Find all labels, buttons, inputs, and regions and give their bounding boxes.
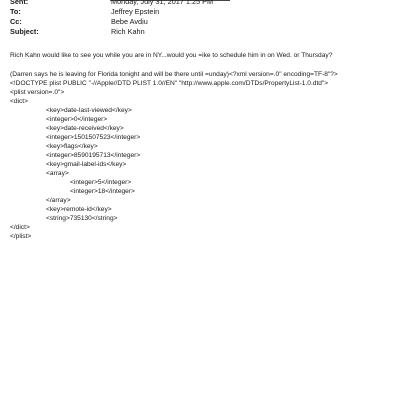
key-flags: <key>flags</key> bbox=[46, 143, 98, 150]
key-remote-id: <key>remote-id</key> bbox=[46, 206, 112, 213]
subject-label: Subject: bbox=[10, 27, 39, 36]
integer-line-3: <integer>8590195713</integer> bbox=[46, 152, 141, 159]
to-label: To: bbox=[10, 7, 21, 16]
integer-line-1: <integer>0</integer> bbox=[46, 116, 108, 123]
subject-row bbox=[10, 27, 380, 37]
cc-label: Cc: bbox=[10, 17, 22, 26]
to-value: Jeffrey Epstein bbox=[111, 7, 160, 16]
sent-row bbox=[10, 0, 380, 7]
plist-open-line: <plist version=.0"> bbox=[10, 89, 65, 96]
array-integer-line-1: <integer>5</integer> bbox=[70, 179, 132, 186]
sent-label: Sent: bbox=[10, 0, 29, 6]
cc-row bbox=[10, 17, 380, 27]
array-open-line: <array> bbox=[46, 170, 69, 177]
key-gmail-label-ids: <key>gmail-label-ids</key> bbox=[46, 161, 127, 168]
dict-close-line: </dict> bbox=[10, 224, 30, 231]
string-line: <string>735130</string> bbox=[46, 215, 118, 222]
cc-value: Bebe Avdiu bbox=[111, 17, 148, 26]
sent-value: Monday, July 31, 2017 1:25 PM bbox=[111, 0, 214, 6]
plist-close-line: </plist> bbox=[10, 233, 32, 240]
array-close-line: </array> bbox=[46, 197, 71, 204]
dict-open-line: <dict> bbox=[10, 98, 28, 105]
body-paragraph-2: (Darren says he is leaving for Florida tonight and will be there until =unday)<?xml version=.0" encoding=TF-8"?> bbox=[10, 71, 338, 78]
body-paragraph-1: Rich Kahn would like to see you while you are in NY...would you =ike to schedule him in on Wed. or Thursday? bbox=[10, 52, 333, 59]
integer-line-2: <integer>1501507523</integer> bbox=[46, 134, 141, 141]
to-row bbox=[10, 7, 380, 17]
subject-value: Rich Kahn bbox=[111, 27, 145, 36]
key-date-last-viewed: <key>date-last-viewed</key> bbox=[46, 107, 132, 114]
array-integer-line-2: <integer>18</integer> bbox=[70, 188, 135, 195]
doctype-line: <!DOCTYPE plist PUBLIC "-//Apple//DTD PLIST 1.0//EN" "http://www.apple.com/DTDs/PropertyList-1.0.dtd"> bbox=[10, 80, 329, 87]
key-date-received: <key>date-received</key> bbox=[46, 125, 124, 132]
